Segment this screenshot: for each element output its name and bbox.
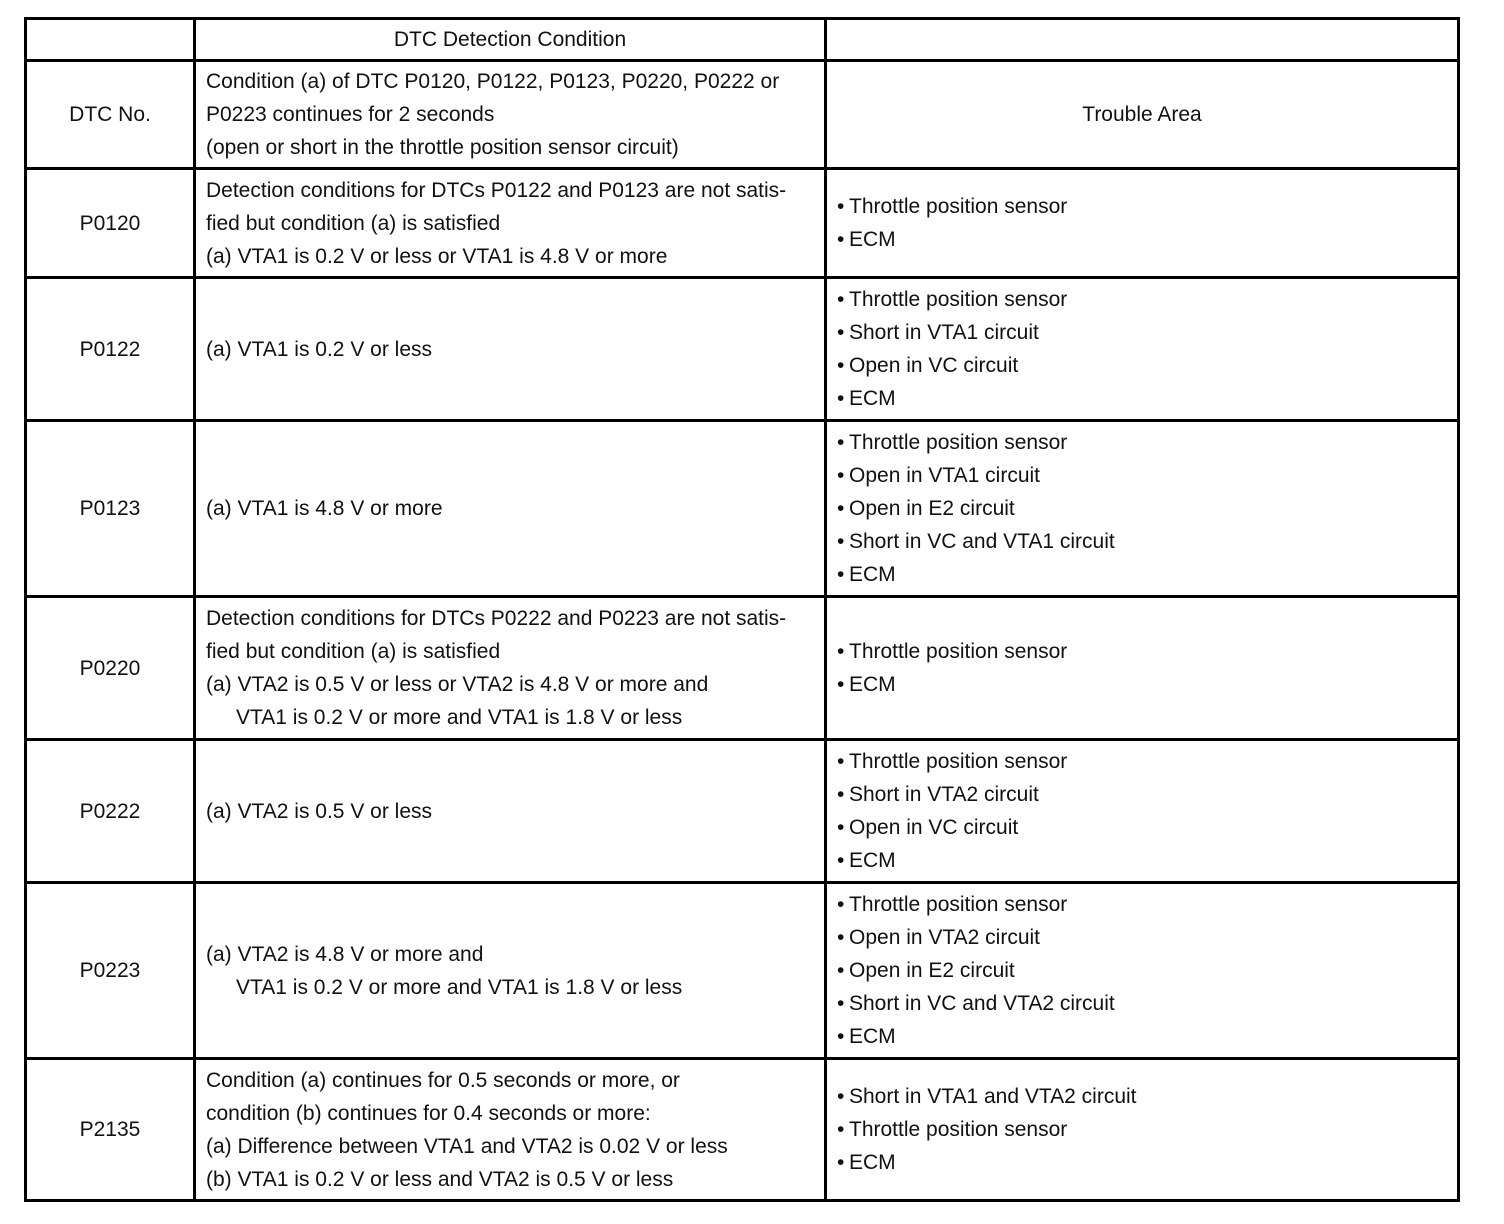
trouble-area-item: • Throttle position sensor (837, 635, 1457, 668)
condition-line: condition (b) continues for 0.4 seconds or more: (206, 1101, 651, 1125)
bullet-icon: • (837, 640, 845, 663)
bullet-icon: • (837, 1025, 845, 1048)
header-empty-left (26, 19, 195, 61)
trouble-area (826, 597, 1459, 740)
trouble-area-item: • Throttle position sensor (837, 888, 1457, 921)
trouble-area-item: • Open in VTA1 circuit (837, 459, 1457, 492)
dtc-code: P0220 (26, 597, 195, 740)
condition-line: Detection conditions for DTCs P0122 and P0123 are not satis- (206, 178, 787, 202)
bullet-icon: • (837, 464, 845, 487)
dtc-code: P0122 (26, 278, 195, 421)
bullet-icon: • (837, 195, 845, 218)
trouble-area (826, 169, 1459, 278)
trouble-area-item: • Short in VTA2 circuit (837, 778, 1457, 811)
dtc-table (24, 17, 1460, 1202)
condition-line: (a) Difference between VTA1 and VTA2 is 0.02 V or less (206, 1134, 728, 1158)
general-condition-header (195, 61, 826, 169)
trouble-area-item: • Short in VC and VTA1 circuit (837, 525, 1457, 558)
trouble-area-item: • Open in E2 circuit (837, 492, 1457, 525)
condition-line: P0223 continues for 2 seconds (206, 103, 495, 126)
condition-line: VTA1 is 0.2 V or more and VTA1 is 1.8 V or less (236, 706, 683, 729)
detection-condition-title: DTC Detection Condition (195, 19, 826, 61)
condition-line: (a) VTA1 is 0.2 V or less (206, 337, 433, 361)
table-row (26, 1059, 1459, 1201)
bullet-icon: • (837, 497, 845, 520)
bullet-icon: • (837, 849, 845, 872)
trouble-area-item: • Throttle position sensor (837, 426, 1457, 459)
bullet-icon: • (837, 926, 845, 949)
header-empty-right (826, 19, 1459, 61)
dtc-code: P2135 (26, 1059, 195, 1201)
bullet-icon: • (837, 1151, 845, 1174)
dtc-code: P0222 (26, 740, 195, 883)
bullet-icon: • (837, 673, 845, 696)
condition-line: (a) VTA1 is 0.2 V or less or VTA1 is 4.8 V or more (206, 244, 668, 268)
trouble-area (826, 883, 1459, 1059)
trouble-area-item: • ECM (837, 382, 1457, 415)
trouble-area-item: • ECM (837, 1146, 1457, 1179)
trouble-area (826, 278, 1459, 421)
dtc-no-header: DTC No. (26, 61, 195, 169)
bullet-icon: • (837, 1085, 845, 1108)
detection-condition (195, 278, 826, 421)
detection-condition (195, 883, 826, 1059)
trouble-area-item: • ECM (837, 558, 1457, 591)
trouble-area (826, 421, 1459, 597)
header-row-bottom (26, 61, 1459, 169)
condition-line: Detection conditions for DTCs P0222 and P0223 are not satis- (206, 607, 787, 630)
detection-condition (195, 1059, 826, 1201)
bullet-icon: • (837, 959, 845, 982)
trouble-area-item: • ECM (837, 223, 1457, 256)
table-row (26, 421, 1459, 597)
bullet-icon: • (837, 228, 845, 251)
table-row (26, 169, 1459, 278)
trouble-area-item: • Open in E2 circuit (837, 954, 1457, 987)
trouble-area-item: • ECM (837, 844, 1457, 877)
table-row (26, 597, 1459, 740)
trouble-area-item: • Throttle position sensor (837, 190, 1457, 223)
trouble-area-item: • ECM (837, 1020, 1457, 1053)
condition-line: (open or short in the throttle position sensor circuit) (206, 136, 679, 159)
dtc-code: P0223 (26, 883, 195, 1059)
detection-condition (195, 740, 826, 883)
bullet-icon: • (837, 1118, 845, 1141)
trouble-area-item: • Throttle position sensor (837, 745, 1457, 778)
bullet-icon: • (837, 321, 845, 344)
trouble-area (826, 740, 1459, 883)
detection-condition (195, 421, 826, 597)
header-row-top (26, 19, 1459, 61)
bullet-icon: • (837, 893, 845, 916)
bullet-icon: • (837, 783, 845, 806)
bullet-icon: • (837, 387, 845, 410)
condition-line: fied but condition (a) is satisfied (206, 640, 501, 663)
detection-condition (195, 169, 826, 278)
condition-line: (b) VTA1 is 0.2 V or less and VTA2 is 0.5 V or less (206, 1167, 674, 1191)
trouble-area-item: • ECM (837, 668, 1457, 701)
trouble-area-item: • Short in VC and VTA2 circuit (837, 987, 1457, 1020)
bullet-icon: • (837, 530, 845, 553)
condition-line: (a) VTA2 is 0.5 V or less or VTA2 is 4.8 V or more and (206, 673, 709, 696)
bullet-icon: • (837, 563, 845, 586)
trouble-area-item: • Throttle position sensor (837, 283, 1457, 316)
bullet-icon: • (837, 354, 845, 377)
dtc-code: P0120 (26, 169, 195, 278)
condition-line: Condition (a) continues for 0.5 seconds or more, or (206, 1068, 680, 1092)
trouble-area-item: • Open in VTA2 circuit (837, 921, 1457, 954)
bullet-icon: • (837, 816, 845, 839)
condition-line: VTA1 is 0.2 V or more and VTA1 is 1.8 V or less (236, 975, 683, 999)
trouble-area-item: • Throttle position sensor (837, 1113, 1457, 1146)
table-row (26, 883, 1459, 1059)
condition-line: Condition (a) of DTC P0120, P0122, P0123, P0220, P0222 or (206, 70, 780, 93)
bullet-icon: • (837, 750, 845, 773)
condition-line: fied but condition (a) is satisfied (206, 211, 501, 235)
trouble-area-item: • Open in VC circuit (837, 811, 1457, 844)
condition-line: (a) VTA2 is 4.8 V or more and (206, 942, 484, 966)
bullet-icon: • (837, 992, 845, 1015)
trouble-area-item: • Short in VTA1 and VTA2 circuit (837, 1080, 1457, 1113)
table-row (26, 278, 1459, 421)
dtc-code: P0123 (26, 421, 195, 597)
trouble-area-item: • Short in VTA1 circuit (837, 316, 1457, 349)
trouble-area (826, 1059, 1459, 1201)
detection-condition (195, 597, 826, 740)
trouble-area-header: Trouble Area (826, 61, 1459, 169)
condition-line: (a) VTA2 is 0.5 V or less (206, 799, 433, 823)
table-row (26, 740, 1459, 883)
bullet-icon: • (837, 288, 845, 311)
trouble-area-item: • Open in VC circuit (837, 349, 1457, 382)
condition-line: (a) VTA1 is 4.8 V or more (206, 497, 443, 520)
bullet-icon: • (837, 431, 845, 454)
